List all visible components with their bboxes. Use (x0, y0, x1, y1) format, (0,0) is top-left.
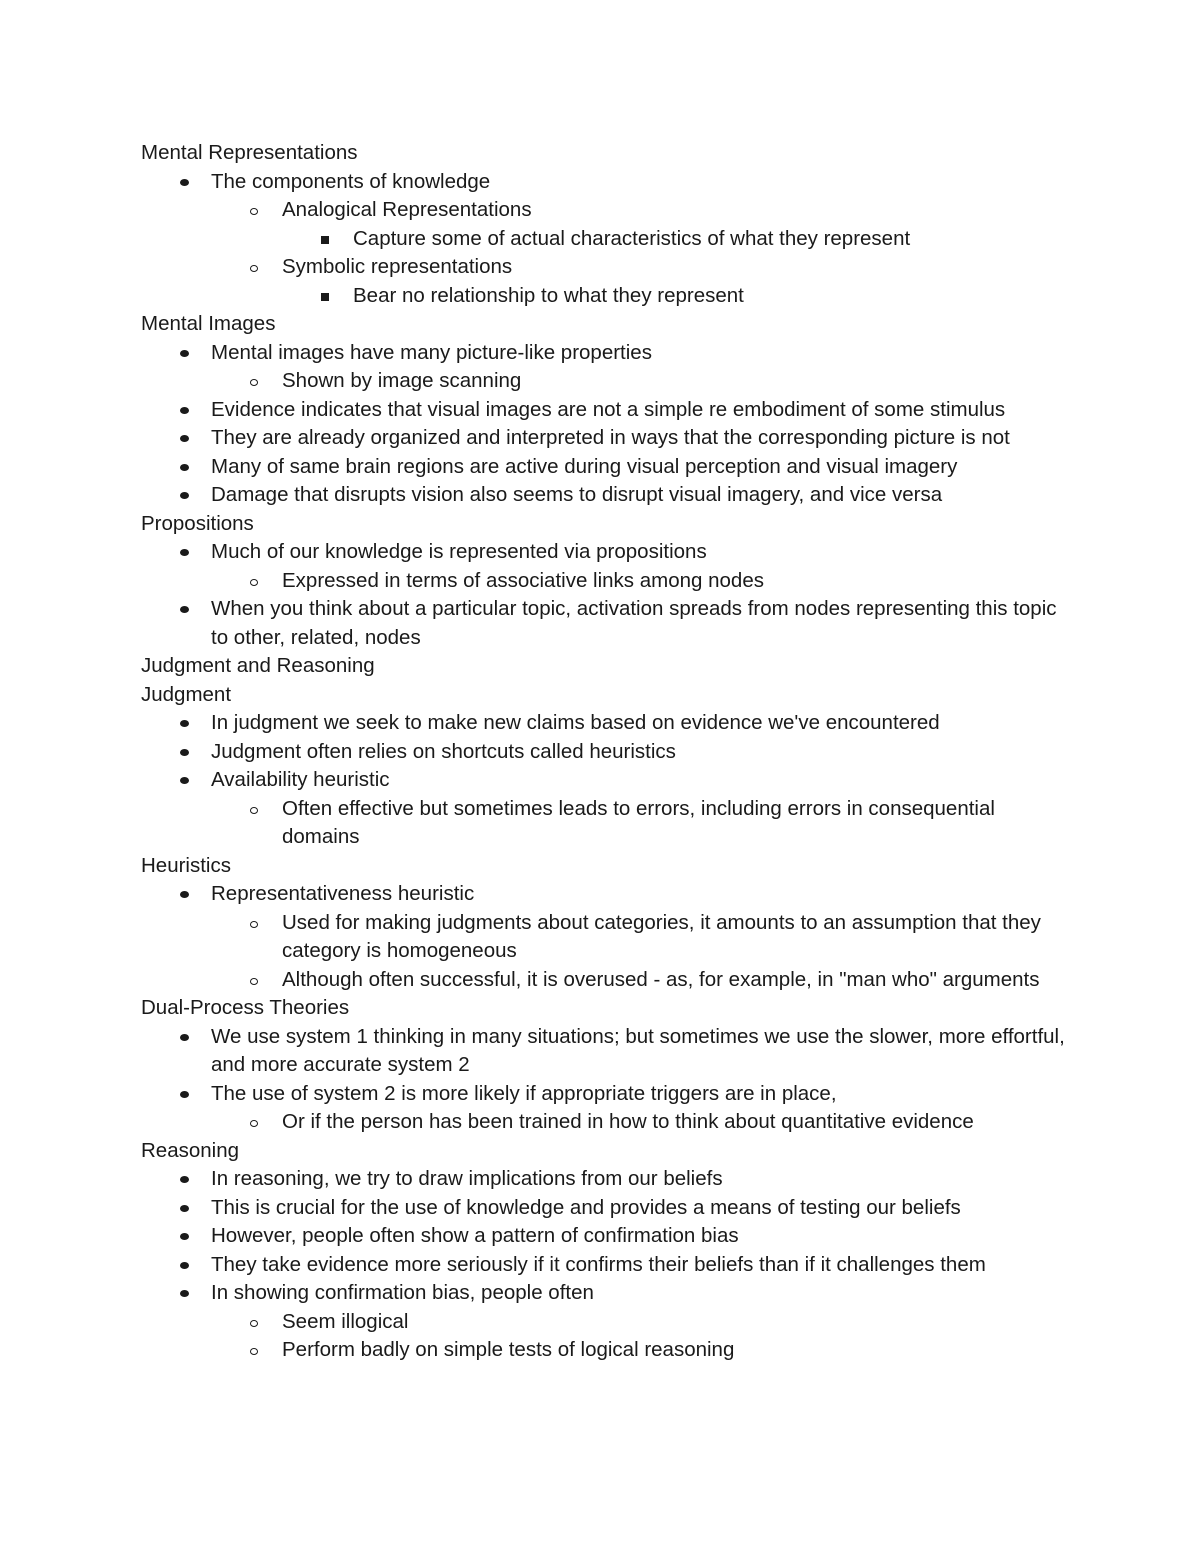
list-item-text: Often effective but sometimes leads to errors, including errors in consequential domains (282, 796, 995, 848)
list-item (141, 795, 1071, 852)
section-heading: Judgment and Reasoning (141, 654, 375, 677)
section-heading: Mental Images (141, 312, 276, 335)
hollow-circle-bullet-icon (250, 1348, 258, 1355)
filled-circle-bullet-icon (180, 492, 189, 499)
list-item (141, 1251, 1071, 1280)
filled-circle-bullet-icon (180, 749, 189, 756)
document-section (141, 852, 1071, 995)
square-bullet-icon (321, 236, 329, 244)
list-item-text: In reasoning, we try to draw implications from our beliefs (211, 1167, 723, 1190)
list-item-text: In judgment we seek to make new claims based on evidence we've encountered (211, 711, 940, 734)
filled-circle-bullet-icon (180, 464, 189, 471)
list-item (141, 168, 1071, 197)
document-section (141, 1137, 1071, 1365)
hollow-circle-bullet-icon (250, 265, 258, 272)
bullet-list (141, 1023, 1071, 1137)
filled-circle-bullet-icon (180, 549, 189, 556)
list-item-text: Analogical Representations (282, 198, 532, 221)
hollow-circle-bullet-icon (250, 978, 258, 985)
list-item (141, 595, 1071, 652)
filled-circle-bullet-icon (180, 1091, 189, 1098)
list-item-text: Shown by image scanning (282, 369, 522, 392)
list-item-text: Many of same brain regions are active during visual perception and visual imagery (211, 454, 958, 478)
list-item-text: Expressed in terms of associative links among nodes (282, 568, 764, 592)
list-item (141, 1165, 1071, 1194)
bullet-list (141, 1165, 1071, 1365)
hollow-circle-bullet-icon (250, 1120, 258, 1127)
filled-circle-bullet-icon (180, 1290, 189, 1297)
list-item (141, 567, 1071, 596)
hollow-circle-bullet-icon (250, 379, 258, 386)
hollow-circle-bullet-icon (250, 921, 258, 928)
list-item-text: Judgment often relies on shortcuts called heuristics (211, 739, 676, 763)
list-item (141, 1308, 1071, 1337)
filled-circle-bullet-icon (180, 777, 189, 784)
hollow-circle-bullet-icon (250, 579, 258, 586)
list-item (141, 766, 1071, 795)
filled-circle-bullet-icon (180, 435, 189, 442)
bullet-list (141, 168, 1071, 311)
list-item (141, 253, 1071, 282)
list-item-text: When you think about a particular topic, activation spreads from nodes representing this topic to other, related, nodes (211, 597, 1057, 649)
list-item (141, 538, 1071, 567)
list-item (141, 1222, 1071, 1251)
filled-circle-bullet-icon (180, 606, 189, 613)
filled-circle-bullet-icon (180, 1205, 189, 1212)
list-item (141, 880, 1071, 909)
hollow-circle-bullet-icon (250, 208, 258, 215)
list-item (141, 339, 1071, 368)
list-item (141, 1108, 1071, 1137)
document-section (141, 139, 1071, 310)
list-item-text: Symbolic representations (282, 255, 513, 278)
filled-circle-bullet-icon (180, 1233, 189, 1240)
list-item-text: Seem illogical (282, 1309, 409, 1333)
hollow-circle-bullet-icon (250, 807, 258, 814)
square-bullet-icon (321, 293, 329, 301)
list-item (141, 453, 1071, 482)
list-item-text: However, people often show a pattern of confirmation bias (211, 1224, 739, 1247)
list-item (141, 966, 1071, 995)
list-item (141, 225, 1071, 254)
list-item (141, 282, 1071, 311)
list-item-text: This is crucial for the use of knowledge and provides a means of testing our beliefs (211, 1195, 961, 1219)
filled-circle-bullet-icon (180, 720, 189, 727)
list-item-text: Much of our knowledge is represented via propositions (211, 540, 707, 563)
filled-circle-bullet-icon (180, 350, 189, 357)
list-item-text: The components of knowledge (211, 169, 491, 193)
list-item (141, 481, 1071, 510)
hollow-circle-bullet-icon (250, 1320, 258, 1327)
section-heading: Dual-Process Theories (141, 996, 350, 1019)
list-item-text: Damage that disrupts vision also seems to disrupt visual imagery, and vice versa (211, 483, 943, 506)
section-heading: Mental Representations (141, 141, 358, 164)
filled-circle-bullet-icon (180, 891, 189, 898)
list-item-text: Capture some of actual characteristics of what they represent (353, 226, 911, 250)
list-item (141, 909, 1071, 966)
list-item-text: In showing confirmation bias, people often (211, 1281, 594, 1304)
bullet-list (141, 880, 1071, 994)
bullet-list (141, 709, 1071, 852)
filled-circle-bullet-icon (180, 1034, 189, 1041)
list-item (141, 396, 1071, 425)
bullet-list (141, 538, 1071, 652)
filled-circle-bullet-icon (180, 407, 189, 414)
list-item (141, 196, 1071, 225)
list-item-text: The use of system 2 is more likely if appropriate triggers are in place, (211, 1081, 837, 1105)
list-item (141, 367, 1071, 396)
filled-circle-bullet-icon (180, 1262, 189, 1269)
list-item-text: Bear no relationship to what they represent (353, 283, 744, 307)
section-heading: Heuristics (141, 853, 231, 877)
list-item-text: Representativeness heuristic (211, 882, 475, 905)
list-item-text: Mental images have many picture-like properties (211, 340, 652, 364)
list-item-text: Perform badly on simple tests of logical reasoning (282, 1338, 735, 1361)
filled-circle-bullet-icon (180, 179, 189, 186)
list-item-text: They take evidence more seriously if it confirms their beliefs than if it challenges them (211, 1252, 986, 1276)
list-item (141, 424, 1071, 453)
list-item-text: Evidence indicates that visual images are not a simple re embodiment of some stimulus (211, 397, 1006, 421)
list-item-text: We use system 1 thinking in many situations; but sometimes we use the slower, more effortful, and more accurate system 2 (211, 1024, 1065, 1076)
list-item-text: Availability heuristic (211, 768, 390, 791)
list-item (141, 1279, 1071, 1308)
document-section (141, 310, 1071, 510)
document-section (141, 652, 1071, 681)
list-item-text: They are already organized and interpreted in ways that the corresponding picture is not (211, 426, 1010, 449)
section-heading: Propositions (141, 511, 254, 535)
filled-circle-bullet-icon (180, 1176, 189, 1183)
document-page (141, 139, 1071, 1365)
list-item (141, 1336, 1071, 1365)
document-section (141, 510, 1071, 653)
list-item (141, 1023, 1071, 1080)
section-heading: Judgment (141, 682, 232, 706)
list-item (141, 1194, 1071, 1223)
list-item-text: Or if the person has been trained in how to think about quantitative evidence (282, 1110, 974, 1133)
bullet-list (141, 339, 1071, 510)
list-item (141, 1080, 1071, 1109)
document-section (141, 994, 1071, 1137)
section-heading: Reasoning (141, 1138, 240, 1162)
list-item (141, 738, 1071, 767)
document-section (141, 681, 1071, 852)
list-item-text: Although often successful, it is overused - as, for example, in "man who" arguments (282, 967, 1040, 991)
list-item-text: Used for making judgments about categories, it amounts to an assumption that they category is homogeneous (282, 910, 1041, 962)
list-item (141, 709, 1071, 738)
